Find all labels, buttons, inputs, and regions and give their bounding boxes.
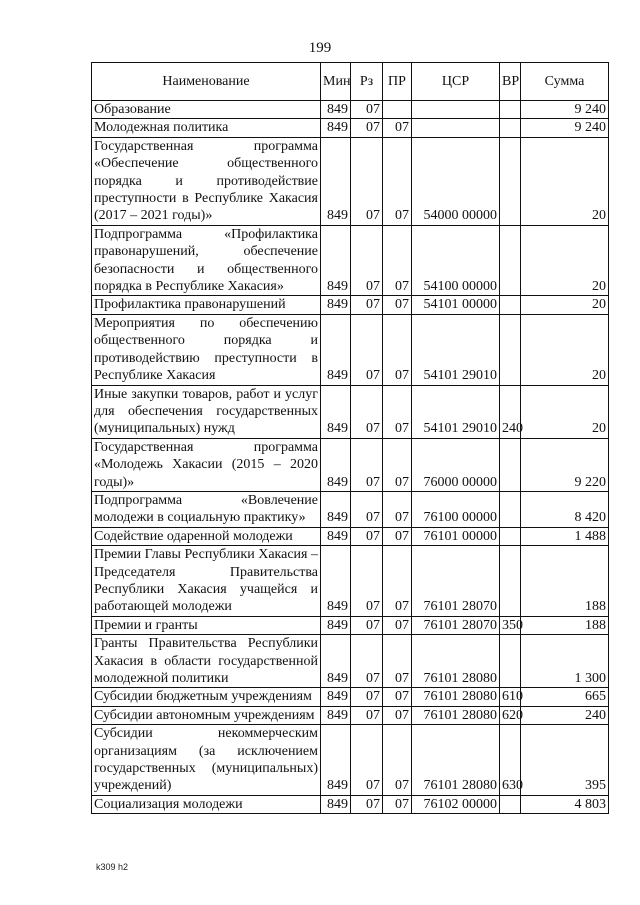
row-name: Молодежная политика: [92, 119, 321, 137]
row-name: Подпрограмма «Вовлечение молодежи в социальную практику»: [92, 491, 321, 527]
row-pr: 07: [383, 137, 412, 225]
budget-table: [91, 62, 609, 814]
row-sum: 240: [521, 706, 609, 724]
row-vr: [500, 635, 521, 688]
row-rz: 07: [351, 616, 383, 634]
column-header-name: Наименование: [92, 63, 321, 101]
row-vr: 620: [500, 706, 521, 724]
row-min: 849: [321, 119, 351, 137]
row-min: 849: [321, 491, 351, 527]
row-name: Гранты Правительства Республики Хакасия в области государственной молодежной политики: [92, 635, 321, 688]
row-csr: 76101 28070: [412, 616, 500, 634]
row-sum: 20: [521, 137, 609, 225]
row-name: Субсидии некоммерческим организациям (за исключением государственных (муниципальных) учреждений): [92, 725, 321, 796]
row-pr: 07: [383, 296, 412, 314]
row-rz: 07: [351, 635, 383, 688]
row-csr: 54100 00000: [412, 225, 500, 296]
row-csr: [412, 101, 500, 119]
row-name: Подпрограмма «Профилактика правонарушений, обеспечение безопасности и общественного порядка в Республике Хакасия»: [92, 225, 321, 296]
row-vr: [500, 119, 521, 137]
row-csr: 54101 29010: [412, 385, 500, 438]
row-pr: 07: [383, 491, 412, 527]
table-body: [92, 101, 609, 814]
table-row: [92, 688, 609, 706]
column-header-pr: ПР: [383, 63, 412, 101]
row-pr: 07: [383, 635, 412, 688]
row-sum: 20: [521, 314, 609, 385]
row-vr: 350: [500, 616, 521, 634]
row-rz: 07: [351, 527, 383, 545]
table-row: [92, 635, 609, 688]
table-row: [92, 119, 609, 137]
row-rz: 07: [351, 119, 383, 137]
row-rz: 07: [351, 546, 383, 617]
row-sum: 9 240: [521, 119, 609, 137]
row-pr: 07: [383, 725, 412, 796]
row-csr: 54101 00000: [412, 296, 500, 314]
row-min: 849: [321, 635, 351, 688]
row-vr: [500, 438, 521, 491]
row-vr: [500, 795, 521, 813]
row-pr: 07: [383, 119, 412, 137]
row-vr: [500, 101, 521, 119]
row-sum: 8 420: [521, 491, 609, 527]
table-row: [92, 101, 609, 119]
row-vr: 610: [500, 688, 521, 706]
row-rz: 07: [351, 225, 383, 296]
row-sum: 20: [521, 225, 609, 296]
row-rz: 07: [351, 438, 383, 491]
row-min: 849: [321, 438, 351, 491]
row-csr: 76101 28080: [412, 635, 500, 688]
row-min: 849: [321, 546, 351, 617]
table-row: [92, 546, 609, 617]
row-rz: 07: [351, 296, 383, 314]
row-name: Социализация молодежи: [92, 795, 321, 813]
row-csr: 54000 00000: [412, 137, 500, 225]
table-row: [92, 616, 609, 634]
row-sum: 9 220: [521, 438, 609, 491]
row-pr: 07: [383, 527, 412, 545]
row-vr: 630: [500, 725, 521, 796]
row-min: 849: [321, 725, 351, 796]
row-name: Субсидии бюджетным учреждениям: [92, 688, 321, 706]
row-vr: 240: [500, 385, 521, 438]
row-name: Образование: [92, 101, 321, 119]
row-pr: 07: [383, 438, 412, 491]
page-number: 199: [308, 40, 332, 56]
row-rz: 07: [351, 101, 383, 119]
row-name: Премии Главы Республики Хакасия – Председателя Правительства Республики Хакасия учащейся и работающей молодежи: [92, 546, 321, 617]
row-sum: 20: [521, 385, 609, 438]
row-vr: [500, 546, 521, 617]
row-sum: 9 240: [521, 101, 609, 119]
row-rz: 07: [351, 385, 383, 438]
row-rz: 07: [351, 491, 383, 527]
row-vr: [500, 491, 521, 527]
row-sum: 4 803: [521, 795, 609, 813]
table-row: [92, 438, 609, 491]
row-sum: 1 300: [521, 635, 609, 688]
row-rz: 07: [351, 688, 383, 706]
row-min: 849: [321, 225, 351, 296]
row-min: 849: [321, 101, 351, 119]
column-header-rz: Рз: [351, 63, 383, 101]
row-pr: 07: [383, 225, 412, 296]
table-row: [92, 137, 609, 225]
row-vr: [500, 527, 521, 545]
row-min: 849: [321, 616, 351, 634]
table-row: [92, 706, 609, 724]
row-pr: 07: [383, 314, 412, 385]
row-csr: 76101 28080: [412, 706, 500, 724]
row-pr: 07: [383, 706, 412, 724]
column-header-vr: ВР: [500, 63, 521, 101]
row-sum: 188: [521, 546, 609, 617]
row-pr: 07: [383, 616, 412, 634]
table-row: [92, 527, 609, 545]
row-sum: 395: [521, 725, 609, 796]
row-rz: 07: [351, 314, 383, 385]
row-pr: 07: [383, 385, 412, 438]
row-csr: 76101 28080: [412, 725, 500, 796]
row-min: 849: [321, 795, 351, 813]
row-rz: 07: [351, 706, 383, 724]
column-header-sum: Сумма: [521, 63, 609, 101]
row-name: Премии и гранты: [92, 616, 321, 634]
table-header-row: [92, 63, 609, 101]
table-row: [92, 314, 609, 385]
row-name: Иные закупки товаров, работ и услуг для обеспечения государственных (муниципальных) нужд: [92, 385, 321, 438]
row-min: 849: [321, 385, 351, 438]
row-min: 849: [321, 706, 351, 724]
column-header-csr: ЦСР: [412, 63, 500, 101]
row-rz: 07: [351, 725, 383, 796]
row-rz: 07: [351, 137, 383, 225]
row-min: 849: [321, 688, 351, 706]
row-name: Государственная программа «Молодежь Хакасии (2015 – 2020 годы)»: [92, 438, 321, 491]
row-pr: 07: [383, 795, 412, 813]
row-name: Содействие одаренной молодежи: [92, 527, 321, 545]
row-csr: 76100 00000: [412, 491, 500, 527]
row-csr: 76101 00000: [412, 527, 500, 545]
row-rz: 07: [351, 795, 383, 813]
row-vr: [500, 137, 521, 225]
footer-code: k309 h2: [96, 862, 129, 872]
row-csr: 76101 28080: [412, 688, 500, 706]
table-row: [92, 385, 609, 438]
table-row: [92, 725, 609, 796]
row-pr: [383, 101, 412, 119]
row-sum: 1 488: [521, 527, 609, 545]
row-sum: 188: [521, 616, 609, 634]
row-name: Профилактика правонарушений: [92, 296, 321, 314]
table-row: [92, 225, 609, 296]
row-vr: [500, 314, 521, 385]
row-name: Государственная программа «Обеспечение общественного порядка и противодействие преступности в Республике Хакасия (2017 – 2021 годы)»: [92, 137, 321, 225]
row-vr: [500, 225, 521, 296]
row-vr: [500, 296, 521, 314]
row-name: Мероприятия по обеспечению общественного порядка и противодействию преступности в Республике Хакасия: [92, 314, 321, 385]
row-sum: 20: [521, 296, 609, 314]
row-pr: 07: [383, 546, 412, 617]
row-min: 849: [321, 527, 351, 545]
row-csr: 54101 29010: [412, 314, 500, 385]
row-csr: [412, 119, 500, 137]
row-csr: 76102 00000: [412, 795, 500, 813]
row-min: 849: [321, 296, 351, 314]
row-csr: 76101 28070: [412, 546, 500, 617]
column-header-min: Мин: [321, 63, 351, 101]
row-sum: 665: [521, 688, 609, 706]
table-row: [92, 296, 609, 314]
table-row: [92, 795, 609, 813]
row-csr: 76000 00000: [412, 438, 500, 491]
row-min: 849: [321, 137, 351, 225]
table-row: [92, 491, 609, 527]
row-name: Субсидии автономным учреждениям: [92, 706, 321, 724]
row-min: 849: [321, 314, 351, 385]
row-pr: 07: [383, 688, 412, 706]
